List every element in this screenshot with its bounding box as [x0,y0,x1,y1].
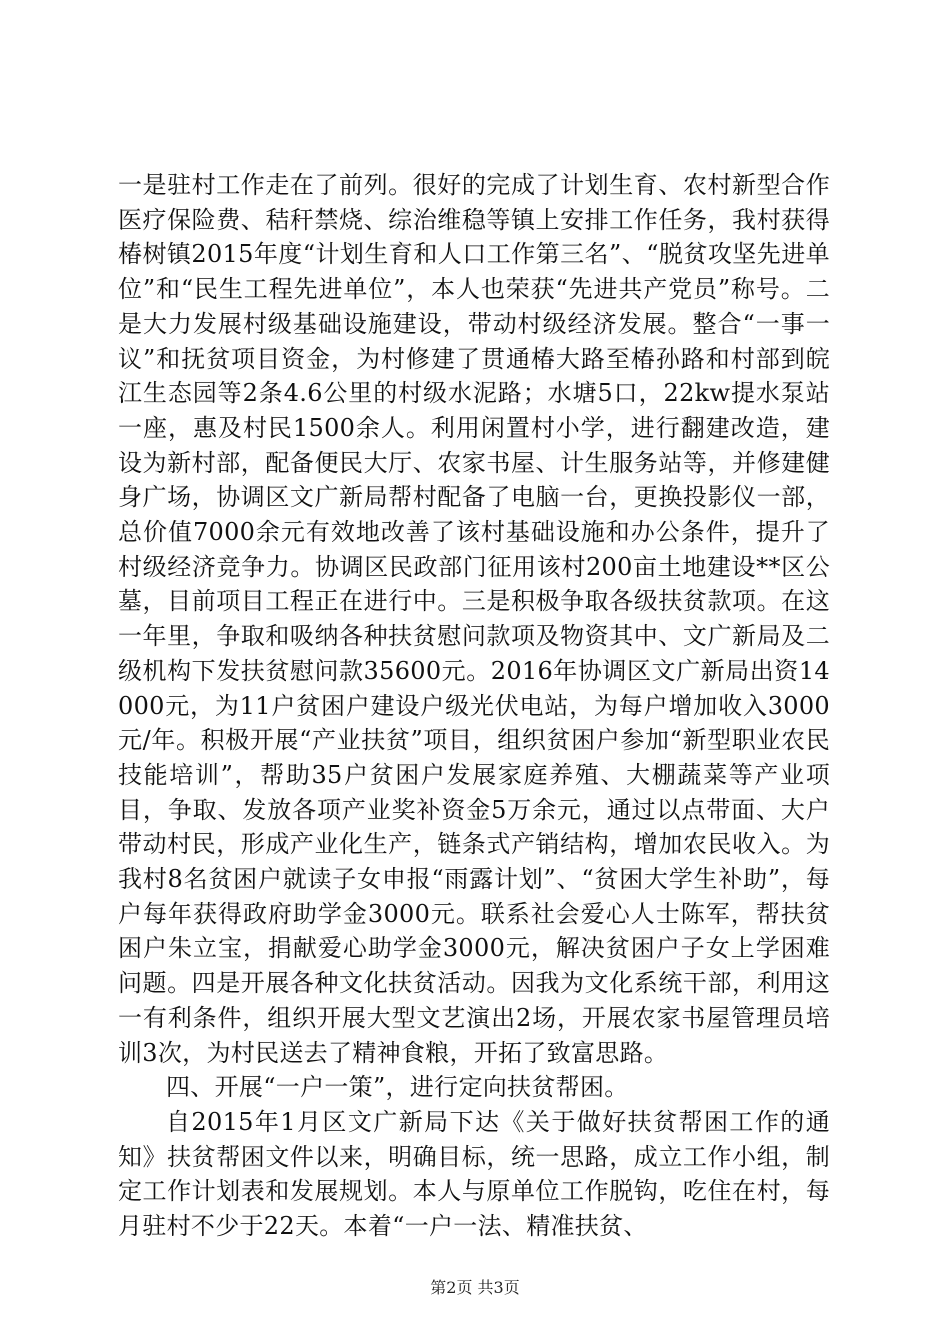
section-heading-one-household-one-policy: 四、开展“一户一策”，进行定向扶贫帮困。 [166,1073,629,1102]
paragraph-poverty-assistance-notice: 自2015年1月区文广新局下达《关于做好扶贫帮困工作的通知》扶贫帮困文件以来，明确目标，统一思路，成立工作小组，制定工作计划表和发展规划。本人与原单位工作脱钩，吃住在村，每月驻村不少于22天。本着“一户一法、精准扶贫、 [118,1107,830,1241]
document-body [118,168,830,1244]
page-footer: 第2页 共3页 [430,1278,520,1297]
paragraph-village-work: 一是驻村工作走在了前列。很好的完成了计划生育、农村新型合作医疗保险费、秸秆禁烧、综治维稳等镇上安排工作任务，我村获得椿树镇2015年度“计划生育和人口工作第三名”、“脱贫攻坚先进单位”和“民生工程先进单位”，本人也荣获“先进共产党员”称号。二是大力发展村级基础设施建设，带动村级经济发展。整合“一事一议”和抚贫项目资金，为村修建了贯通椿大路至椿孙路和村部到皖江生态园等2条4.6公里的村级水泥路；水塘5口，22kw提水泵站一座，惠及村民1500余人。利用闲置村小学，进行翻建改造，建设为新村部，配备便民大厅、农家书屋、计生服务站等，并修建健身广场，协调区文广新局帮村配备了电脑一台，更换投影仪一部，总价值7000余元有效地改善了该村基础设施和办公条件，提升了村级经济竞争力。协调区民政部门征用该村200亩土地建设**区公墓，目前项目工程正在进行中。三是积极争取各级扶贫款项。在这一年里，争取和吸纳各种扶贫慰问款项及物资其中、文广新局及二级机构下发扶贫慰问款35600元。2016年协调区文广新局出资14000元，为11户贫困户建设户级光伏电站，为每户增加收入3000元/年。积极开展“产业扶贫”项目，组织贫困户参加“新型职业农民技能培训”，帮助35户贫困户发展家庭养殖、大棚蔬菜等产业项目，争取、发放各项产业奖补资金5万余元，通过以点带面、大户带动村民，形成产业化生产，链条式产销结构，增加农民收入。为我村8名贫困户就读子女申报“雨露计划”、“贫困大学生补助”，每户每年获得政府助学金3000元。联系社会爱心人士陈军，帮扶贫困户朱立宝，捐献爱心助学金3000元，解决贫困户子女上学困难问题。四是开展各种文化扶贫活动。因我为文化系统干部，利用这一有利条件，组织开展大型文艺演出2场，开展农家书屋管理员培训3次，为村民送去了精神食粮，开拓了致富思路。 [118,171,830,1067]
